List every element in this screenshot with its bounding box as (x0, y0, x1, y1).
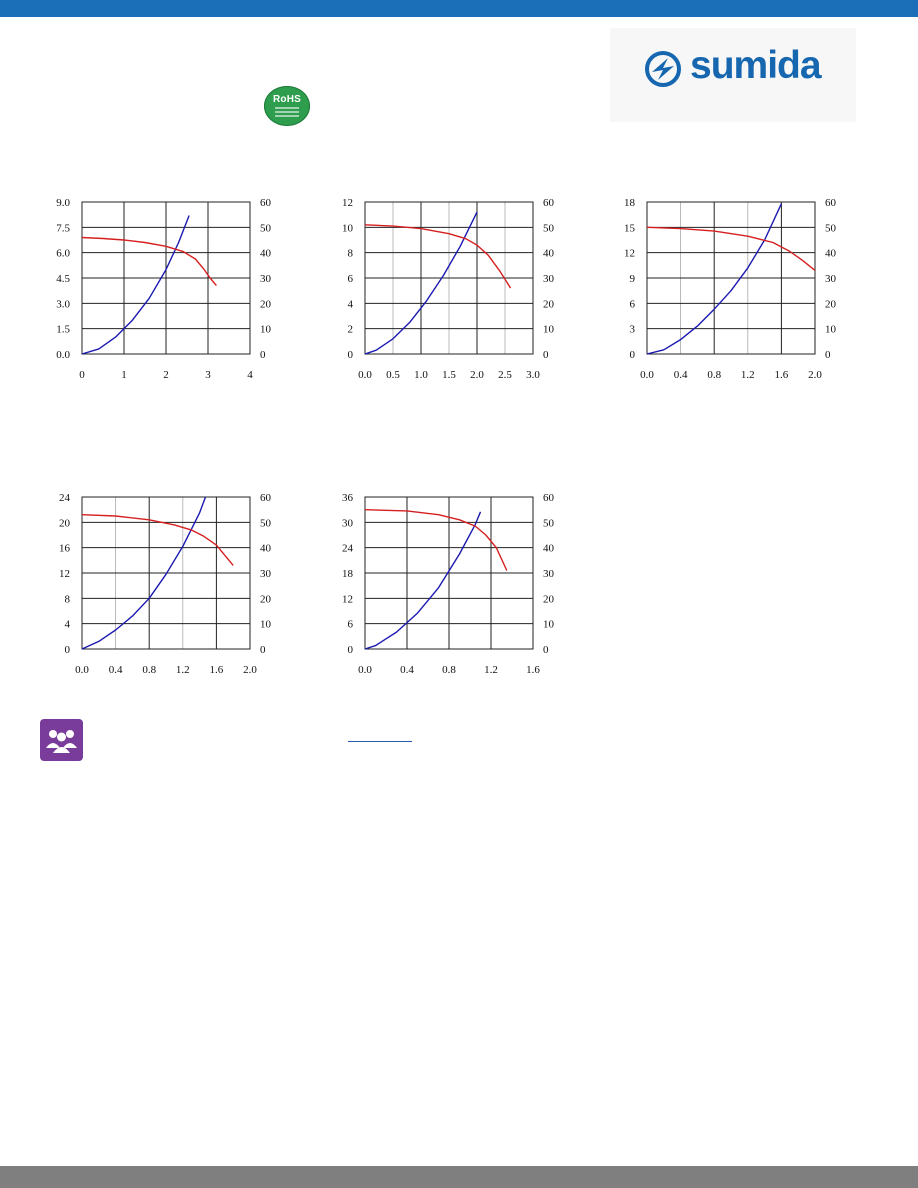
sumida-mark-icon (644, 50, 682, 88)
right-tick-label: 60 (543, 197, 554, 209)
people-glyph-icon (40, 719, 83, 761)
right-tick-label: 0 (825, 349, 831, 361)
right-tick-label: 50 (543, 222, 554, 235)
chart-svg (595, 190, 895, 450)
right-tick-label: 40 (260, 247, 271, 260)
right-tick-label: 0 (260, 644, 266, 656)
right-tick-label: 60 (260, 492, 271, 504)
x-tick-label: 0.0 (358, 369, 372, 381)
x-tick-label: 1.6 (209, 664, 224, 676)
left-tick-label: 4 (64, 618, 70, 631)
red-series-line (365, 510, 507, 571)
left-tick-label: 9.0 (56, 197, 70, 209)
x-tick-label: 1.2 (484, 664, 498, 676)
left-tick-label: 1.5 (56, 323, 70, 336)
chart-4 (30, 485, 330, 745)
left-tick-label: 6 (629, 298, 635, 311)
x-tick-label: 1 (121, 369, 127, 381)
x-tick-label: 2.5 (498, 369, 512, 381)
right-tick-label: 30 (260, 273, 271, 285)
left-tick-label: 0.0 (56, 349, 70, 361)
right-tick-label: 10 (260, 618, 271, 631)
x-tick-label: 0.8 (707, 369, 722, 381)
link-underline[interactable] (348, 741, 412, 742)
x-tick-label: 0.4 (108, 664, 123, 676)
rohs-label: RoHS (272, 94, 302, 105)
x-tick-label: 0.0 (640, 369, 654, 381)
right-tick-label: 50 (260, 222, 271, 235)
right-tick-label: 20 (260, 593, 271, 606)
right-tick-label: 50 (825, 222, 836, 235)
left-tick-label: 4 (347, 298, 353, 311)
bottom-bar (0, 1166, 918, 1188)
left-tick-label: 36 (342, 492, 353, 504)
right-tick-label: 20 (825, 298, 836, 311)
chart-svg (30, 485, 330, 745)
right-tick-label: 40 (543, 247, 554, 260)
right-tick-label: 40 (543, 542, 554, 555)
right-tick-label: 60 (825, 197, 836, 209)
x-tick-label: 3 (205, 369, 211, 381)
left-tick-label: 6.0 (56, 247, 70, 260)
rohs-fineprint (275, 111, 299, 113)
left-tick-label: 3.0 (56, 298, 70, 311)
blue-series-line (82, 216, 189, 355)
left-tick-label: 7.5 (56, 222, 70, 235)
left-tick-label: 0 (347, 644, 353, 656)
brand-name: sumida (690, 44, 821, 87)
right-tick-label: 10 (260, 323, 271, 336)
x-tick-label: 1.5 (442, 369, 456, 381)
chart-svg (313, 485, 613, 745)
left-tick-label: 0 (64, 644, 70, 656)
x-tick-label: 4 (247, 369, 253, 381)
right-tick-label: 50 (260, 517, 271, 530)
x-tick-label: 2 (163, 369, 169, 381)
x-tick-label: 0.0 (358, 664, 372, 676)
right-tick-label: 20 (543, 298, 554, 311)
top-bar (0, 0, 918, 17)
left-tick-label: 10 (342, 222, 353, 235)
x-tick-label: 2.0 (470, 369, 484, 381)
rohs-fineprint (275, 107, 299, 109)
x-tick-label: 0.0 (75, 664, 89, 676)
chart-3 (595, 190, 895, 450)
x-tick-label: 0.8 (442, 664, 456, 676)
right-tick-label: 40 (825, 247, 836, 260)
right-tick-label: 20 (543, 593, 554, 606)
x-tick-label: 0.4 (400, 664, 414, 676)
rohs-fineprint (275, 115, 299, 117)
x-tick-label: 1.0 (414, 369, 428, 381)
chart-2 (313, 190, 613, 450)
chart-svg (30, 190, 330, 450)
people-icon[interactable] (40, 719, 83, 761)
chart-svg (313, 190, 613, 450)
left-tick-label: 30 (342, 517, 353, 530)
right-tick-label: 10 (543, 323, 554, 336)
x-tick-label: 0 (79, 369, 85, 381)
x-tick-label: 1.6 (774, 369, 789, 381)
left-tick-label: 12 (342, 197, 353, 209)
right-tick-label: 40 (260, 542, 271, 555)
left-tick-label: 18 (342, 568, 353, 580)
right-tick-label: 10 (825, 323, 836, 336)
red-series-line (365, 225, 511, 288)
red-series-line (647, 227, 815, 270)
left-tick-label: 6 (347, 618, 353, 631)
right-tick-label: 10 (543, 618, 554, 631)
right-tick-label: 20 (260, 298, 271, 311)
right-tick-label: 0 (543, 349, 549, 361)
left-tick-label: 3 (629, 323, 635, 336)
left-tick-label: 20 (59, 517, 70, 530)
chart-1 (30, 190, 330, 450)
x-tick-label: 0.4 (673, 369, 688, 381)
x-tick-label: 1.2 (740, 369, 755, 381)
x-tick-label: 3.0 (526, 369, 540, 381)
left-tick-label: 0 (629, 349, 635, 361)
right-tick-label: 60 (543, 492, 554, 504)
right-tick-label: 0 (543, 644, 549, 656)
rohs-badge (264, 86, 310, 126)
left-tick-label: 8 (347, 247, 353, 260)
x-tick-label: 0.8 (142, 664, 157, 676)
x-tick-label: 0.5 (386, 369, 400, 381)
left-tick-label: 12 (59, 568, 70, 580)
left-tick-label: 4.5 (56, 273, 70, 285)
x-tick-label: 1.2 (175, 664, 190, 676)
brand-logo (610, 28, 856, 122)
left-tick-label: 2 (347, 323, 353, 336)
left-tick-label: 8 (64, 593, 70, 606)
x-tick-label: 2.0 (243, 664, 257, 676)
x-tick-label: 2.0 (808, 369, 822, 381)
right-tick-label: 0 (260, 349, 266, 361)
right-tick-label: 30 (543, 568, 554, 580)
x-tick-label: 1.6 (526, 664, 540, 676)
left-tick-label: 15 (624, 222, 635, 235)
blue-series-line (365, 512, 481, 649)
right-tick-label: 60 (260, 197, 271, 209)
left-tick-label: 24 (59, 492, 70, 504)
left-tick-label: 18 (624, 197, 635, 209)
right-tick-label: 30 (543, 273, 554, 285)
left-tick-label: 6 (347, 273, 353, 285)
left-tick-label: 0 (347, 349, 353, 361)
chart-5 (313, 485, 613, 745)
left-tick-label: 16 (59, 542, 70, 555)
left-tick-label: 12 (624, 247, 635, 260)
right-tick-label: 30 (260, 568, 271, 580)
right-tick-label: 50 (543, 517, 554, 530)
left-tick-label: 12 (342, 593, 353, 606)
right-tick-label: 30 (825, 273, 836, 285)
left-tick-label: 9 (629, 273, 635, 285)
left-tick-label: 24 (342, 542, 353, 555)
